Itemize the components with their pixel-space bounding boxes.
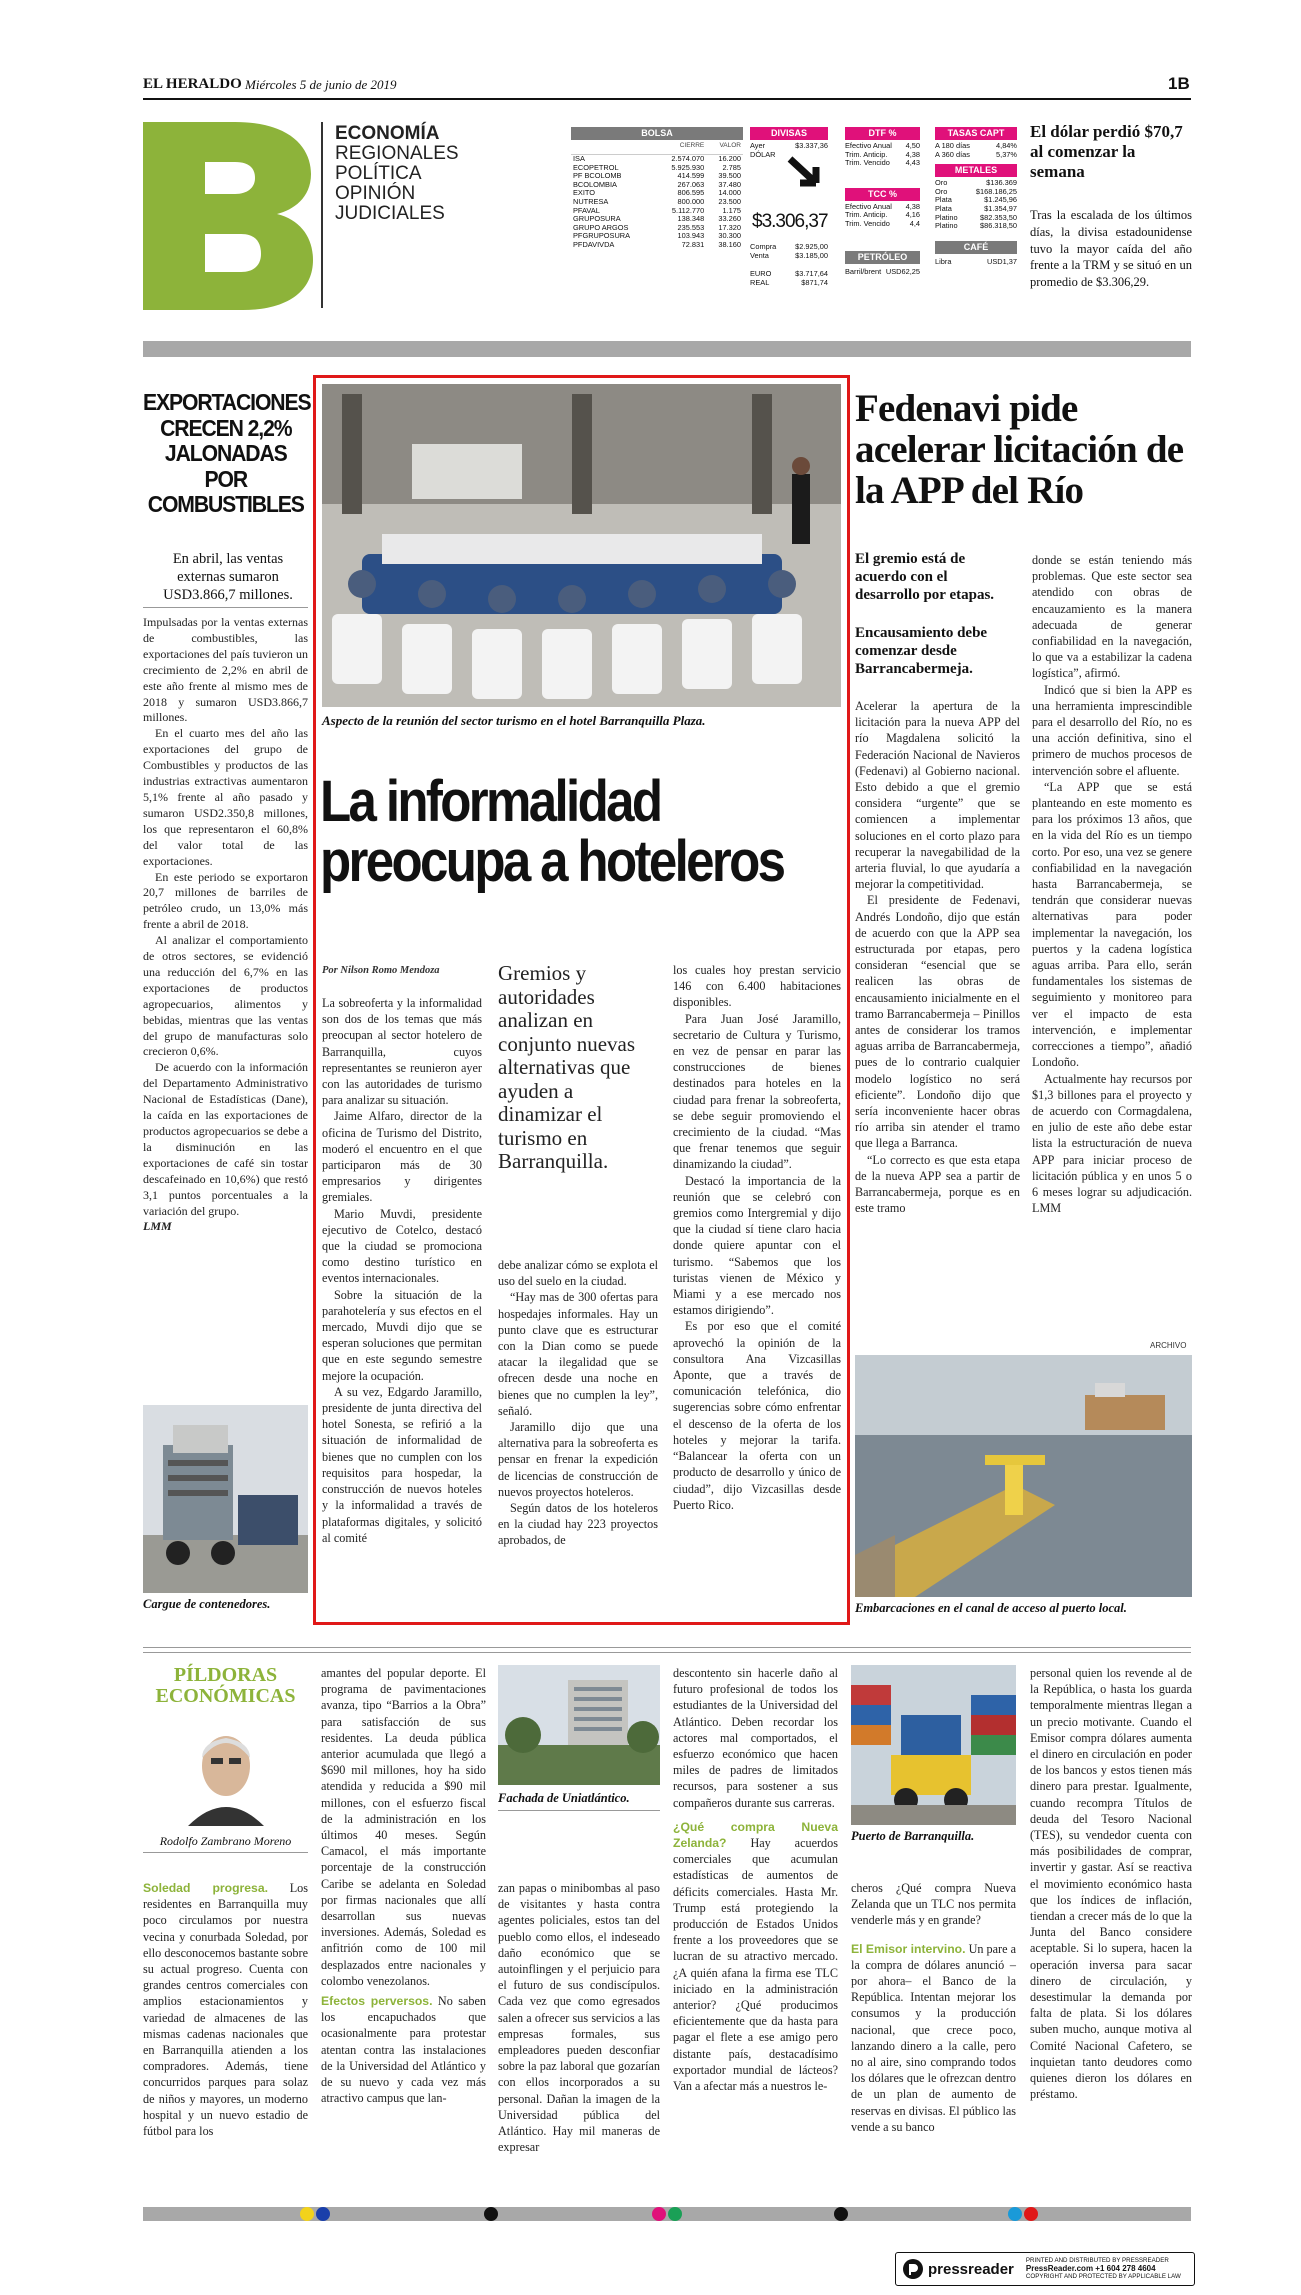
pildoras-title xyxy=(143,1665,308,1707)
page-number: 1B xyxy=(1168,74,1190,93)
fedenavi-headline: Fedenavi pide acelerar licitación de la APP del Río xyxy=(855,387,1184,512)
ticker: PFGRUPOSURA xyxy=(573,231,631,241)
label: Platino xyxy=(935,221,958,231)
paragraph: No saben los encapuchados que ocasionalmente para protestar atentan contra las instalaciones de la Universidad del Atlántico y de su nuevo y cada vez más atractivo campus que lan- xyxy=(321,1994,486,2106)
paragraph: Un pare a la compra de dólares anunció –por ahora– el Banco de la República. Intentan mejorar los consumos y la producción nacional, que crece poco, lanzando dinero a la calle, pero no al aire, sino comprando todos los dólares que le ofrezcan dentro de un plan de aumento de reservas en divisas. El público las vende a su banco xyxy=(851,1941,1016,2134)
label: Compra xyxy=(750,242,777,251)
ticker: PFDAVIVDA xyxy=(573,240,615,250)
arrow-down-icon xyxy=(786,155,824,189)
exportaciones-lead: En abril, las ventas externas sumaron USD3.866,7 millones. xyxy=(163,551,293,603)
label: Trim. Anticip. xyxy=(845,210,888,220)
paragraph: “Hay mas de 300 ofertas para hospedajes informales. Hay un punto clave que es estructurar con la Dian como se puede atacar la ilegalidad que se ofrecen desde una noche en bienes que no cumplen la ley”, señaló. xyxy=(498,1290,658,1418)
pildoras-title-line2: ECONÓMICAS xyxy=(155,1685,296,1707)
hoteleros-col1 xyxy=(322,995,482,1546)
value: $1.354,97 xyxy=(984,203,1017,213)
pildoras-col4 xyxy=(673,1665,838,2094)
petroleo-title: PETRÓLEO xyxy=(845,251,920,264)
pildoras-col2 xyxy=(321,1665,486,2106)
value: 4,43 xyxy=(905,158,920,168)
item-label: El Emisor intervino. xyxy=(851,1941,966,1956)
section-item[interactable]: POLÍTICA xyxy=(335,163,422,184)
containers-caption: Cargue de contenedores. xyxy=(143,1597,271,1611)
bolsa-col: CIERRE xyxy=(679,142,705,149)
section-item[interactable]: ECONOMÍA xyxy=(335,123,440,144)
label: Efectivo Anual xyxy=(845,141,892,150)
metales-title: METALES xyxy=(935,164,1017,177)
label: Ayer xyxy=(750,141,766,150)
label: Oro xyxy=(935,186,948,196)
paragraph: En el cuarto mes del año las exportaciones del grupo de Combustibles y productos de las industrias extractivas aumentaron 5,1% frente al año pasado y sumaron USD2.350,8 millones, los que representaron el 60,8% del valor total de las exportaciones. xyxy=(143,726,308,868)
value: $136.369 xyxy=(986,178,1017,188)
bolsa-title: BOLSA xyxy=(571,127,743,140)
paragraph: Jaramillo dijo que una alternativa para la sobreoferta es pensar en frenar la expedición de licencias de construcción de nuevos proyectos hoteleros. xyxy=(498,1420,658,1499)
paragraph: Acelerar la apertura de la licitación para la nueva APP del río Magdalena solicitó la Federación Nacional de Navieros (Fedenavi) al Gobierno nacional. Esto debido a que el gremio considera “urgente” que se comiencen a implementar soluciones en el corto plazo para recuperar la navegabilidad de la arteria fluvial, lo que ayudaría a mejorar la competitividad. xyxy=(855,699,1020,892)
section-divider xyxy=(321,122,323,308)
cell: 14.000 xyxy=(718,188,741,198)
pressreader-badge[interactable] xyxy=(895,2252,1195,2286)
value: $3.185,00 xyxy=(795,250,828,260)
cell: 16.200 xyxy=(718,154,741,164)
divider xyxy=(143,1652,1191,1653)
divider xyxy=(143,1647,1191,1648)
label: Libra xyxy=(935,256,952,266)
cell: 30.300 xyxy=(718,231,741,241)
caption-rule xyxy=(498,1810,660,1811)
table-row xyxy=(571,241,743,250)
value: $3.337,36 xyxy=(795,141,828,150)
value: 4,4 xyxy=(909,218,920,228)
cafe-title: CAFÉ xyxy=(935,241,1017,254)
cell: 23.500 xyxy=(718,197,741,207)
label: Oro xyxy=(935,178,948,188)
value: 4,38 xyxy=(905,201,920,211)
value: $2.925,00 xyxy=(795,242,828,251)
paragraph: Jaime Alfaro, director de la oficina de Turismo del Distrito, moderó el encuentro en el que participaron más de 30 empresarios y dirigentes gremiales. xyxy=(322,1109,482,1205)
section-item[interactable]: OPINIÓN xyxy=(335,183,416,204)
paragraph: Al analizar el comportamiento de otros sectores, se evidenció una reducción del 6,7% en las exportaciones de productos agropecuarios, alimentos y bebidas, mientras que las ventas del grupo de manufacturas solo crecieron 0,6%. xyxy=(143,933,308,1059)
footer-line: PRINTED AND DISTRIBUTED BY PRESSREADER xyxy=(1025,2257,1169,2264)
paragraph: En este periodo se exportaron 20,7 millones de barriles de petróleo crudo, un 13,0% más frente a abril de 2018. xyxy=(143,869,308,932)
paragraph: Es por eso que el comité aprovechó la opinión de la consultora Ana Vizcasillas Aponte, que a través de comunicación telefónica, dio sugerencias sobre cómo enfrentar el descenso de la oferta de los hoteles y mejorar la tarifa. “Balancear la oferta con un producto de desarrollo y único de ciudad”, dijo Vizcasillas desde Puerto Rico. xyxy=(673,1319,841,1512)
paragraph: La sobreoferta y la informalidad son dos de los temas que más preocupan al sector hotelero de Barranquilla, cuyos representantes se reunieron ayer con las autoridades de turismo para analizar su situación. xyxy=(322,996,482,1108)
tcc-title: TCC % xyxy=(845,188,920,201)
cell: 5.112.770 xyxy=(671,205,705,215)
value: 4,38 xyxy=(905,149,920,159)
ticker: PF BCOLOMB xyxy=(573,171,622,181)
ticker: GRUPO ARGOS xyxy=(573,222,629,232)
cell: 17.320 xyxy=(718,222,741,232)
paragraph: Actualmente hay recursos por $1,3 billones para el proyecto y de acuerdo con Cormagdalena, en julio de este año debe estar lista la estructuración de nueva APP para iniciar proceso de licitación pública y en unos 5 o 6 meses lograr su adjudicación. LMM xyxy=(1032,1071,1192,1216)
registration-dot xyxy=(300,2207,314,2221)
value: 4,84% xyxy=(996,141,1017,150)
item-label: Soledad progresa. xyxy=(143,1881,268,1895)
cell: 806.595 xyxy=(677,188,705,198)
byline: Por Nilson Romo Mendoza xyxy=(322,965,440,976)
label: Plata xyxy=(935,195,952,205)
containers-photo xyxy=(143,1405,308,1593)
dolar-headline: El dólar perdió $70,7 al comenzar la semana xyxy=(1030,122,1183,181)
dolar-value: $3.306,37 xyxy=(752,211,828,232)
paragraph: Sobre la situación de la parahotelería y sus efectos en el mercado, Muvdi dijo que se esperan soluciones que permitan que en este segundo semestre mejore la ocupación. xyxy=(322,1287,482,1383)
section-logo xyxy=(143,122,313,310)
newspaper-name: EL HERALDO xyxy=(143,76,242,92)
ticker: ECOPETROL xyxy=(573,162,619,172)
ticker: GRUPOSURA xyxy=(573,214,621,224)
registration-dot xyxy=(484,2207,498,2221)
cell: 103.943 xyxy=(677,231,705,241)
registration-dot xyxy=(834,2207,848,2221)
bolsa-col: VALOR xyxy=(719,142,741,149)
paragraph: “La APP que se está planteando en este momento es para los próximos 13 años, que en la vida del Río es un tiempo corto. Por eso, una vez se genere confiabilidad en la navegación hasta Barrancabermeja, se tendrán que considerar nuevas alternativas para poder implementar la navegación, los puertos y la cadena logística aguas arriba. Para ello, serán fundamentales los sistemas de seguimiento y monitoreo para ver el impacto de esta intervención, e implementar correcciones a tiempo”, añadió Londoño. xyxy=(1032,779,1192,1070)
registration-dot xyxy=(1024,2207,1038,2221)
section-letter xyxy=(143,122,144,123)
lead-rule xyxy=(143,607,308,608)
harbor-caption: Embarcaciones en el canal de acceso al puerto local. xyxy=(855,1601,1127,1615)
registration-dot xyxy=(668,2207,682,2221)
cell: 2.785 xyxy=(722,162,741,172)
photo-credit: ARCHIVO xyxy=(1150,1341,1187,1350)
table-row xyxy=(571,181,743,190)
label: Trim. Vencido xyxy=(845,218,890,228)
paragraph: zan papas o minibombas al paso de visitantes y hasta contra agentes policiales, estos tan del pueblo como ellos, el indeseado daño económico que se autoinflingen y el perjuicio para el futuro de sus condiscípulos. Cada vez que como egresados salen a ofrecer sus servicios a las empresas formales, sus empleadores pueden desconfiar sobre la paz laboral que gozarían con ellos incorporados a su personal. Dañan la imagen de la Universidad pública del Atlántico. Hay mil maneras de expresar xyxy=(498,1881,660,2155)
divisas-title: DIVISAS xyxy=(750,127,828,140)
registration-dot xyxy=(652,2207,666,2221)
cell: 37.480 xyxy=(718,179,741,189)
pildoras-col1 xyxy=(143,1880,308,2139)
tasas-box xyxy=(935,127,1017,266)
label: DÓLAR xyxy=(750,149,776,159)
cell: 2.574.070 xyxy=(671,154,705,164)
exportaciones-headline: EXPORTACIONES CRECEN 2,2% JALONADAS POR COMBUSTIBLES xyxy=(143,389,311,517)
pildoras-title-line1: PÍLDORAS xyxy=(173,1664,278,1686)
cell: 800.000 xyxy=(677,197,705,207)
header-rule xyxy=(143,98,1191,100)
value: 5,37% xyxy=(996,149,1017,159)
section-list xyxy=(335,124,459,224)
label: Plata xyxy=(935,203,952,213)
bolsa-rows xyxy=(571,142,743,250)
cell: 235.553 xyxy=(677,222,705,232)
ticker: ISA xyxy=(573,154,585,164)
cell: 267.063 xyxy=(677,179,705,189)
bolsa-table xyxy=(571,127,743,250)
value: $168.186,25 xyxy=(975,186,1017,196)
label: REAL xyxy=(750,277,770,287)
paragraph: personal quien los revende al de la República, o hasta los guarda temporalmente mientras llegan a un precio motivante. Cuando el Emisor compra dólares aumenta el dinero en circulación en poder de los bancos y estos tienen más dinero para prestar. Igualmente, cuando recompra Títulos de deuda del Tesoro Nacional (TES), su vendedor cuenta con más posibilidades de comprar, invertir y gastar. Así se reactiva el movimiento económico hasta que los índices de inflación, tiendan a crecer más de lo que la Junta del Banco considere aceptable. Si lo supera, hacen la operación inversa para sacar dinero de circulación, y desestimular la demanda por falta de plata. Si los dólares suben mucho, aunque motiva al Comité Nacional Cafetero, se inquietan tanto deudores como quienes dieron los dólares en préstamo. xyxy=(1030,1666,1192,2102)
paragraph: A su vez, Edgardo Jaramillo, presidente de junta directiva del hotel Sonesta, se refirió a la situación de informalidad de bienes que no cumplen con los requisitos para hospedar, la construcción de nuevos hoteles y la informalidad a través de plataformas digitales, y solicitó al comité xyxy=(322,1384,482,1545)
label: EURO xyxy=(750,269,772,279)
paragraph: debe analizar cómo se explota el uso del suelo en la ciudad. xyxy=(498,1258,658,1289)
port-caption: Puerto de Barranquilla. xyxy=(851,1829,975,1843)
pildoras-col5 xyxy=(851,1880,1016,2135)
pressreader-brand: pressreader xyxy=(928,2260,1014,2278)
item-label: ¿Qué compra Nueva Zelanda? xyxy=(673,1819,838,1851)
cell: 39.500 xyxy=(718,171,741,181)
fedenavi-col1 xyxy=(855,698,1020,1217)
meeting-photo xyxy=(322,384,841,707)
paragraph: Destacó la importancia de la reunión que se celebró con gremios como Intergremial y dijo que la ciudad sí tiene claro hacia donde quiere apuntar con el turismo. “Sabemos que los turistas vienen de México y Miami y a ese mercado nos estamos dirigiendo”. xyxy=(673,1173,841,1318)
value: USD1,37 xyxy=(987,256,1017,266)
hoteleros-headline: La informalidad preocupa a hoteleros xyxy=(320,769,784,894)
fedenavi-sub2: Encausamiento debe comenzar desde Barrancabermeja. xyxy=(855,625,988,677)
cell: 138.348 xyxy=(677,214,705,224)
pildoras-col6 xyxy=(1030,1665,1192,2102)
footer-line: PressReader.com +1 604 278 4604 xyxy=(1025,2264,1156,2273)
cell: 414.599 xyxy=(677,171,705,181)
paragraph: donde se están teniendo más problemas. Que este sector sea atendido con obras de encauzamiento es la manera adecuada de generar confiabilidad en la navegación, lo que va a estabilizar la cadena logística”, afirmó. xyxy=(1032,553,1192,681)
divisas-box xyxy=(750,127,828,287)
paragraph: descontento sin hacerle daño al futuro profesional de todos los estudiantes de la Universidad del Atlántico. Deben recordar los actores mal comportados, el esfuerzo económico que hacen miles de padres de limitados recursos, para sostener a sus compañeros durante sus carreras. xyxy=(673,1666,838,1810)
paragraph: Según datos de los hoteleros en la ciudad hay 223 proyectos aprobados, de xyxy=(498,1501,658,1548)
hoteleros-deck: Gremios y autoridades analizan en conjunto nuevas alternativas que ayuden a dinamizar el turismo en Barranquilla. xyxy=(498,961,636,1173)
paragraph: cheros ¿Qué compra Nueva Zelanda que un TLC nos permita venderle más y en grande? xyxy=(851,1881,1016,1928)
section-item[interactable]: JUDICIALES xyxy=(335,203,445,224)
dtf-title: DTF % xyxy=(845,127,920,140)
registration-dot xyxy=(316,2207,330,2221)
issue-date: Miércoles 5 de junio de 2019 xyxy=(245,77,397,92)
cell: 38.160 xyxy=(718,240,741,250)
section-band xyxy=(143,341,1191,357)
meeting-caption: Aspecto de la reunión del sector turismo en el hotel Barranquilla Plaza. xyxy=(322,713,706,728)
section-item[interactable]: REGIONALES xyxy=(335,143,459,164)
value: $82.353,50 xyxy=(980,212,1017,222)
value: $3.717,64 xyxy=(795,269,828,279)
value: $871,74 xyxy=(801,277,828,287)
label: A 360 días xyxy=(935,149,970,159)
university-caption: Fachada de Uniatlántico. xyxy=(498,1791,630,1805)
paragraph: El presidente de Fedenavi, Andrés Londoño, dijo que están de acuerdo con que la APP sea estructurada por etapas, pero consideran “esencial que se realicen las obras de encausamiento inicialmente en el tramo Barrancabermeja – Pinillos antes de considerar los tramos aguas arriba de Barrancabermeja, pues de lo contrario cualquier modelo logístico no será eficiente”. Londoño dijo que sería inconveniente hacer obras río arriba sin atender el tramo que llega a Barranca. xyxy=(855,893,1020,1151)
ticker: BCOLOMBIA xyxy=(573,179,617,189)
pildoras-col3 xyxy=(498,1880,660,2155)
pressreader-logo-icon xyxy=(902,2258,924,2280)
paragraph: Para Juan José Jaramillo, secretario de Cultura y Turismo, en vez de pensar en parar las construcciones de bienes destinados para hoteles en la ciudad para frenar la sobreoferta, se debe seguir promoviendo el crecimiento de la ciudad. “Mas que frenar tenemos que seguir dinamizando la ciudad”. xyxy=(673,1011,841,1172)
label: A 180 días xyxy=(935,141,970,150)
port-photo xyxy=(851,1665,1016,1825)
fedenavi-sub1: El gremio está de acuerdo con el desarrollo por etapas. xyxy=(855,551,995,603)
label: Platino xyxy=(935,212,958,222)
dolar-body: Tras la escalada de los últimos días, la divisa estadounidense tuvo la mayor caída del año frente a la TRM y se situó en un promedio de $3.306,29. xyxy=(1030,208,1192,290)
hoteleros-col3 xyxy=(673,962,841,1513)
paragraph: Los residentes en Barranquilla muy poco circulamos por nuestra vecina y conurbada Soledad, por ello desconocemos bastante sobre su actual progreso. Cuenta con grandes centros comerciales con amplios estacionamientos y variedad de almacenes de las mismas cadenas nacionales que en Barranquilla atienden a los compradores. Además, tiene concurridos parques para solaz de niños y mayores, un moderno hospital y un nuevo estadio de fútbol para los xyxy=(143,1881,308,2139)
paragraph: De acuerdo con la información del Departamento Administrativo Nacional de Estadísticas (Dane), la caída en las exportaciones de productos agropecuarios se debe a la disminución en las exportaciones de café sin tostar descafeinado en 10,6%) que restó 3,1 puntos porcentuales a la variación del grupo. xyxy=(143,1060,308,1218)
label: Venta xyxy=(750,250,769,260)
tasas-title: TASAS CAPT xyxy=(935,127,1017,140)
item-label: Efectos perversos. xyxy=(321,1994,433,2009)
registration-dot xyxy=(1008,2207,1022,2221)
signature: LMM xyxy=(143,1219,172,1234)
paragraph: Impulsadas por la ventas externas de combustibles, las exportaciones del país tuvieron un crecimiento de 2,2% en abril de este año frente al mismo mes de 2018 y sumaron USD3.866,7 millones. xyxy=(143,615,308,725)
cell: 5.925.930 xyxy=(671,162,705,172)
author-rule xyxy=(143,1852,308,1853)
label: Trim. Vencido xyxy=(845,158,890,168)
value: 4,16 xyxy=(905,210,920,220)
label: Barril/brent xyxy=(845,266,882,276)
author-name: Rodolfo Zambrano Moreno xyxy=(159,1834,292,1848)
paragraph: Indicó que si bien la APP es una herramienta imprescindible para el desarrollo del Río, no es una acción definitiva, sino el primero de muchos procesos de intervención sobre el afluente. xyxy=(1032,682,1192,778)
value: 4,50 xyxy=(905,141,920,150)
ticker: NUTRESA xyxy=(573,197,609,207)
paragraph: Hay acuerdos comerciales que acumulan estadísticas de aumentos de déficits comerciales. Hasta Mr. Trump está protegiendo la producción de Estados Unidos frente a los proveedores que se lucran de su atractivo mercado. ¿A quién afana la firma ese TLC iniciado en la administración anterior? ¿Qué producimos eficientemente que da hasta para pagar el flete a ese amigo pero distante país, destacadísimo exportador mundial de lácteos? Van a afectar más a nuestros le- xyxy=(673,1836,838,2094)
value: $1.245,96 xyxy=(984,195,1017,205)
paragraph: los cuales hoy prestan servicio 146 con 6.400 habitaciones disponibles. xyxy=(673,963,841,1010)
exportaciones-body xyxy=(143,615,308,1235)
cell: 33.260 xyxy=(718,214,741,224)
author-photo xyxy=(183,1728,269,1826)
value: $86.318,50 xyxy=(980,221,1017,231)
dtf-box xyxy=(845,127,920,276)
cell: 1.175 xyxy=(722,205,741,215)
value: USD62,25 xyxy=(885,266,920,276)
ticker: EXITO xyxy=(573,188,596,198)
cell: 72.831 xyxy=(681,240,705,250)
fedenavi-col2 xyxy=(1032,552,1192,1216)
ticker: PFAVAL xyxy=(573,205,600,215)
hoteleros-col2 xyxy=(498,1257,658,1549)
label: Trim. Anticip. xyxy=(845,149,888,159)
paragraph: “Lo correcto es que esta etapa de la nueva APP sea a partir de Barrancabermeja, porque es en este tramo xyxy=(855,1152,1020,1216)
label: Efectivo Anual xyxy=(845,201,892,211)
university-photo xyxy=(498,1665,660,1785)
paragraph: amantes del popular deporte. El programa de pavimentaciones avanza, tipo “Barrios a la Obra” para satisfacción de sus residentes. La deuda pública anterior acumulada que llegó a $690 mil millones, hoy ha sido atendida y reducida a $90 mil millones, con el esfuerzo fiscal de la administración en los últimos 40 meses. Según Camacol, el más importante porcentaje de la construcción Caribe se adelanta en Soledad por firmas nacionales que allí desarrollan sus nuevas inversiones. Además, Soledad es anfitrión como de 100 mil desplazados entre nacionales y colombo venezolanos. xyxy=(321,1666,486,1988)
paragraph: Mario Muvdi, presidente ejecutivo de Cotelco, destacó que la ciudad se promociona como destino turístico en eventos internacionales. xyxy=(322,1206,482,1286)
footer-line: COPYRIGHT AND PROTECTED BY APPLICABLE LAW xyxy=(1025,2273,1181,2280)
harbor-photo xyxy=(855,1355,1192,1597)
